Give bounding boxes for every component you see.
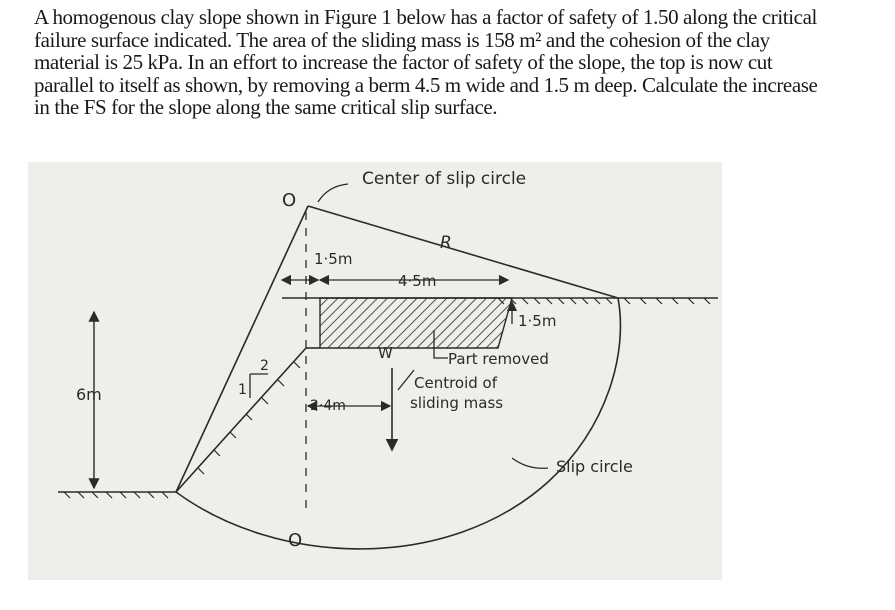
problem-line-4: parallel to itself as shown, by removing a berm 4.5 m wide and 1.5 m deep. Calculate the increase: [34, 72, 818, 97]
centroid-leader: [398, 370, 414, 390]
slope-ratio-h: 1: [238, 382, 247, 398]
center-leader: [318, 184, 348, 202]
slip-circle-label: Slip circle: [556, 457, 633, 476]
problem-statement: [34, 6, 874, 119]
slope-ratio-triangle: [250, 374, 268, 398]
problem-line-2: failure surface indicated. The area of the sliding mass is 158 m² and the cohesion of the clay: [34, 27, 770, 52]
centroid-label-line1: Centroid of: [414, 374, 498, 392]
problem-line-3: material is 25 kPa. In an effort to increase the factor of safety of the slope, the top is now cut: [34, 50, 773, 74]
removed-berm-hatch: [320, 298, 512, 348]
center-of-slip-circle-label: Center of slip circle: [362, 169, 527, 189]
slip-circle-leader: [512, 458, 548, 468]
weight-label: W: [378, 344, 393, 362]
radius-line-right: [308, 206, 618, 298]
center-label-bottom: O: [288, 530, 303, 551]
dim-4-5m: 4·5m: [398, 272, 437, 290]
slope-face-lower: [176, 348, 306, 492]
dim-1-5m-horizontal: 1·5m: [314, 250, 353, 268]
radius-label: R: [440, 233, 452, 253]
slope-figure: [28, 162, 722, 580]
height-label: 6m: [76, 385, 102, 404]
dim-2-4m: 2·4m: [310, 398, 346, 414]
slope-ratio-v: 2: [260, 358, 269, 374]
dim-1-5m-depth: 1·5m: [518, 312, 557, 330]
problem-line-5: in the FS for the slope along the same critical slip surface.: [34, 95, 498, 119]
radius-line-left: [176, 206, 308, 492]
part-removed-label: Part removed: [448, 350, 549, 368]
slope-diagram: [28, 162, 722, 580]
problem-line-1: A homogenous clay slope shown in Figure 1 below has a factor of safety of 1.50 along the critical: [34, 5, 817, 29]
center-label-top: O: [282, 190, 297, 211]
centroid-label-line2: sliding mass: [410, 394, 504, 412]
